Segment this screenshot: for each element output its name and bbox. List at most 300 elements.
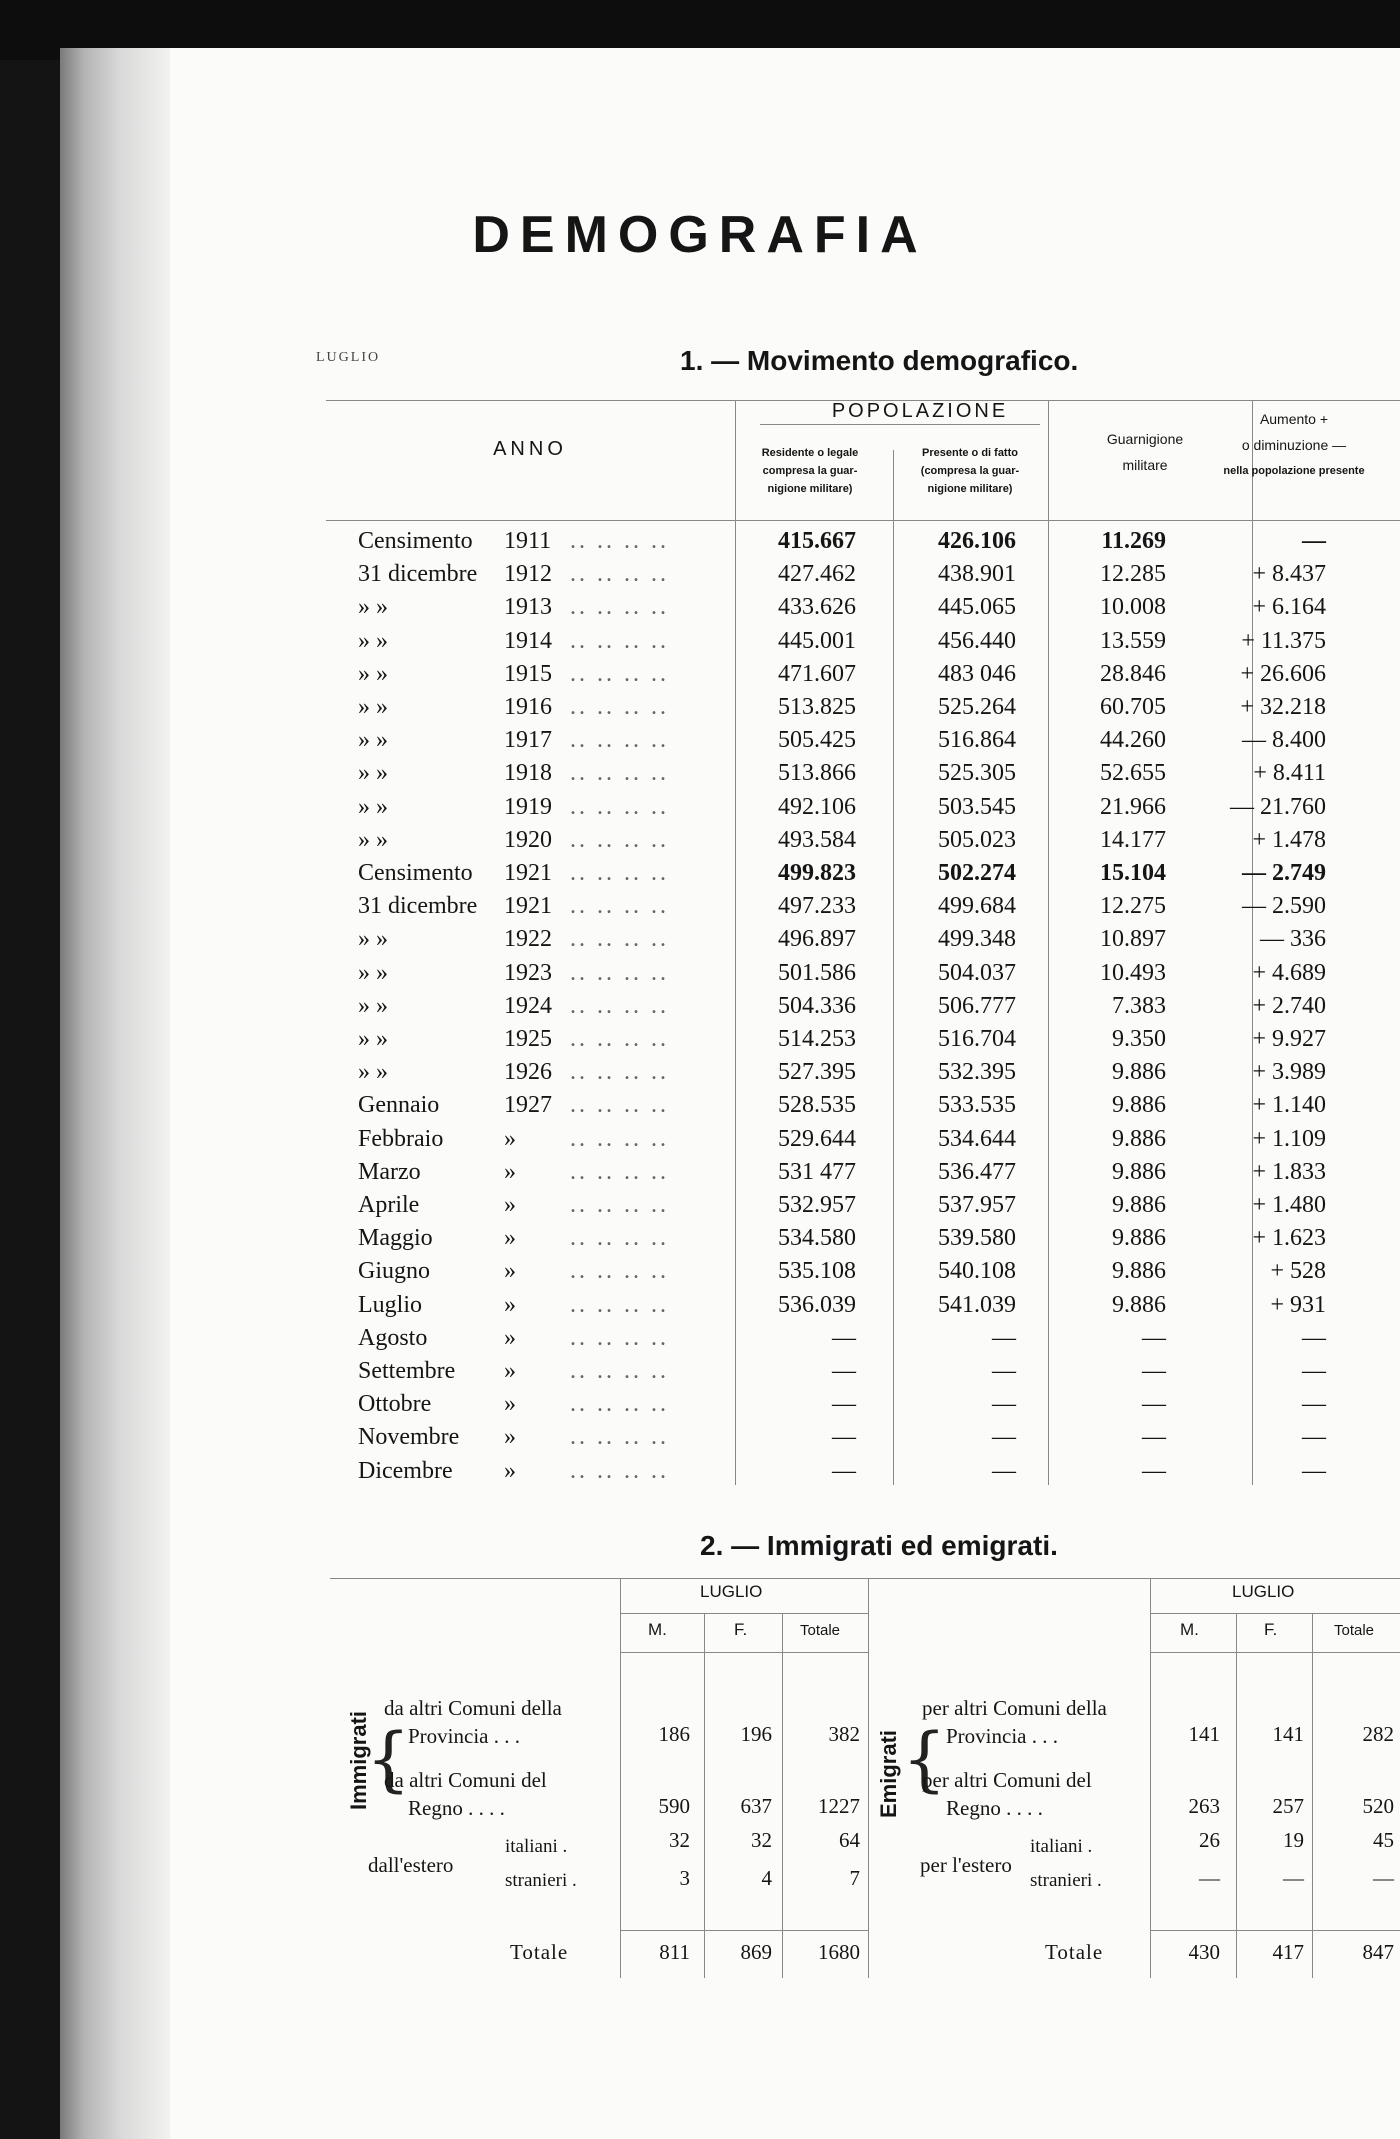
emi-estero-label: per l'estero: [920, 1853, 1012, 1877]
table-row: [0, 1092, 1400, 1124]
emi-month: LUGLIO: [1232, 1582, 1295, 1601]
row-leader-dots: .. .. .. ..: [570, 1324, 669, 1351]
row-guarnigione: 52.655: [1100, 760, 1166, 787]
row-presente: 534.644: [938, 1125, 1016, 1152]
page-title: DEMOGRAFIA: [472, 206, 928, 264]
row-year: »: [504, 1424, 516, 1451]
row-year: 1913: [504, 594, 552, 621]
emi-total-f: 417: [1272, 1940, 1304, 1964]
table-row: [0, 727, 1400, 759]
row-year: 1915: [504, 660, 552, 687]
imm-cell-t: 7: [849, 1866, 860, 1890]
row-year: 1920: [504, 826, 552, 853]
row-label: » »: [358, 727, 388, 754]
header-residente: [735, 444, 885, 498]
emi-col-totale: Totale: [1334, 1622, 1375, 1639]
table2-col-sep: [782, 1613, 783, 1978]
header-residente-line: compresa la guar-: [762, 465, 858, 477]
row-residente: 427.462: [778, 561, 856, 588]
row-label: » »: [358, 992, 388, 1019]
row-year: »: [504, 1258, 516, 1285]
row-guarnigione: 9.886: [1112, 1158, 1166, 1185]
row-guarnigione: 9.886: [1112, 1125, 1166, 1152]
row-year: »: [504, 1291, 516, 1318]
row-guarnigione: 9.886: [1112, 1258, 1166, 1285]
row-aumento: — 2.749: [1242, 860, 1326, 886]
row-leader-dots: .. .. .. ..: [570, 826, 669, 853]
row-leader-dots: .. .. .. ..: [570, 1291, 669, 1318]
table-row: [0, 661, 1400, 693]
row-guarnigione: —: [1142, 1324, 1166, 1351]
table-row: [0, 1358, 1400, 1390]
row-label: 31 dicembre: [358, 893, 478, 920]
table2-total-rule: [1150, 1930, 1400, 1931]
row-year: 1919: [504, 793, 552, 820]
row-presente: 506.777: [938, 992, 1016, 1019]
row-label: Novembre: [358, 1424, 460, 1451]
row-presente: 541.039: [938, 1291, 1016, 1318]
header-residente-line: nigione militare): [767, 483, 853, 495]
row-guarnigione: 28.846: [1100, 660, 1166, 687]
table-row: [0, 694, 1400, 726]
table2-month-rule: [1150, 1613, 1400, 1614]
table2-col-sep: [1312, 1613, 1313, 1978]
row-label: Agosto: [358, 1324, 428, 1351]
row-presente: 505.023: [938, 826, 1016, 853]
row-label: » »: [358, 660, 388, 687]
row-residente: 492.106: [778, 793, 856, 820]
row-aumento: — 8.400: [1242, 727, 1326, 754]
row-leader-dots: .. .. .. ..: [570, 1158, 669, 1185]
row-year: »: [504, 1457, 516, 1484]
row-presente: 525.264: [938, 694, 1016, 720]
row-label: » »: [358, 959, 388, 986]
emi-col-f: F.: [1264, 1620, 1278, 1639]
row-residente: 536.039: [778, 1291, 856, 1318]
row-year: 1926: [504, 1059, 552, 1086]
emi-col-m: M.: [1180, 1620, 1199, 1639]
row-residente: 528.535: [778, 1092, 856, 1119]
table-row: [0, 1126, 1400, 1158]
row-presente: 499.684: [938, 893, 1016, 920]
header-residente-line: Residente o legale: [761, 447, 859, 459]
row-year: 1918: [504, 760, 552, 787]
row-presente: 532.395: [938, 1059, 1016, 1086]
row-residente: 471.607: [778, 660, 856, 687]
row-year: 1923: [504, 959, 552, 986]
row-leader-dots: .. .. .. ..: [570, 793, 669, 820]
table-row: [0, 760, 1400, 792]
row-leader-dots: .. .. .. ..: [570, 727, 669, 754]
row-aumento: + 1.833: [1252, 1158, 1326, 1185]
row-aumento: —: [1302, 1391, 1326, 1418]
imm-row-label: da altri Comuni della: [384, 1696, 562, 1720]
row-label: Dicembre: [358, 1457, 453, 1484]
row-residente: 534.580: [778, 1225, 856, 1252]
table2-col-sep: [620, 1578, 621, 1978]
table-row: [0, 794, 1400, 826]
emi-cell-t: —: [1373, 1866, 1394, 1890]
row-guarnigione: 10.008: [1100, 594, 1166, 621]
row-presente: 503.545: [938, 793, 1016, 820]
row-aumento: —: [1302, 1324, 1326, 1351]
row-guarnigione: 15.104: [1100, 860, 1166, 886]
table2-col-rule: [620, 1652, 868, 1653]
row-label: » »: [358, 926, 388, 953]
table1-pop-rule: [760, 424, 1040, 425]
emi-total-m: 430: [1188, 1940, 1220, 1964]
row-year: 1917: [504, 727, 552, 754]
imm-cell-f: 32: [751, 1828, 772, 1852]
emi-row-label: per altri Comuni del: [922, 1768, 1092, 1792]
row-leader-dots: .. .. .. ..: [570, 694, 669, 720]
row-leader-dots: .. .. .. ..: [570, 1391, 669, 1418]
header-guarnigione-line: militare: [1122, 457, 1168, 473]
row-guarnigione: 10.493: [1100, 959, 1166, 986]
table2-col-sep: [1150, 1578, 1151, 1978]
row-residente: 514.253: [778, 1026, 856, 1052]
header-aumento: [1188, 406, 1400, 484]
imm-cell-t: 64: [839, 1828, 860, 1852]
header-aumento-line: Aumento +: [1259, 411, 1329, 427]
row-presente: —: [992, 1324, 1016, 1351]
table1-header-rule: [326, 520, 1400, 521]
emi-cell-t: 282: [1362, 1722, 1394, 1746]
row-aumento: + 8.411: [1253, 760, 1326, 787]
table-row: [0, 1292, 1400, 1324]
imm-row-label: da altri Comuni del: [384, 1768, 547, 1792]
imm-total-m: 811: [659, 1940, 690, 1964]
row-leader-dots: .. .. .. ..: [570, 1258, 669, 1285]
row-aumento: —: [1302, 1457, 1326, 1484]
row-aumento: + 1.140: [1252, 1092, 1326, 1119]
row-leader-dots: .. .. .. ..: [570, 594, 669, 621]
row-leader-dots: .. .. .. ..: [570, 1358, 669, 1384]
row-label: Ottobre: [358, 1391, 432, 1418]
row-label: » »: [358, 1059, 388, 1086]
row-residente: —: [832, 1391, 856, 1418]
imm-row-label: Regno . . . .: [408, 1796, 505, 1820]
row-leader-dots: .. .. .. ..: [570, 1092, 669, 1119]
row-guarnigione: 9.350: [1112, 1026, 1166, 1052]
row-guarnigione: 7.383: [1112, 992, 1166, 1019]
row-guarnigione: 12.285: [1100, 561, 1166, 588]
row-residente: 513.866: [778, 760, 856, 787]
table-row: [0, 594, 1400, 626]
row-aumento: + 4.689: [1252, 959, 1326, 986]
row-residente: 532.957: [778, 1192, 856, 1218]
emi-totale-label: Totale: [1045, 1940, 1104, 1964]
imm-cell-m: 590: [658, 1794, 690, 1818]
table-row: [0, 1325, 1400, 1357]
row-presente: 536.477: [938, 1158, 1016, 1185]
row-aumento: — 336: [1260, 926, 1326, 953]
row-residente: 529.644: [778, 1125, 856, 1152]
row-year: 1921: [504, 860, 552, 886]
emi-cell-t: 520: [1362, 1794, 1394, 1818]
table-row: [0, 1258, 1400, 1290]
row-residente: 527.395: [778, 1059, 856, 1086]
row-aumento: — 21.760: [1230, 793, 1326, 820]
row-guarnigione: 9.886: [1112, 1225, 1166, 1252]
row-residente: 433.626: [778, 594, 856, 621]
row-label: Censimento: [358, 860, 473, 886]
row-residente: 505.425: [778, 727, 856, 754]
row-presente: 502.274: [938, 860, 1016, 886]
row-aumento: + 2.740: [1252, 992, 1326, 1019]
row-label: » »: [358, 760, 388, 787]
row-leader-dots: .. .. .. ..: [570, 1192, 669, 1218]
emi-cell-m: 263: [1188, 1794, 1220, 1818]
table2-top-rule: [330, 1578, 1400, 1579]
row-residente: —: [832, 1358, 856, 1384]
header-aumento-line: nella popolazione presente: [1223, 465, 1365, 477]
row-label: » »: [358, 594, 388, 621]
imm-cell-f: 637: [740, 1794, 772, 1818]
row-residente: 531 477: [778, 1158, 856, 1185]
table-row: [0, 1458, 1400, 1490]
row-year: 1911: [504, 528, 552, 554]
row-aumento: + 11.375: [1241, 627, 1326, 654]
row-leader-dots: .. .. .. ..: [570, 926, 669, 953]
row-presente: 525.305: [938, 760, 1016, 787]
row-year: 1922: [504, 926, 552, 953]
row-year: 1925: [504, 1026, 552, 1052]
row-year: 1912: [504, 561, 552, 588]
table-row: [0, 1159, 1400, 1191]
header-aumento-line: o diminuzione —: [1241, 437, 1347, 453]
row-guarnigione: 14.177: [1100, 826, 1166, 853]
table-row: [0, 1225, 1400, 1257]
imm-cell-t: 1227: [818, 1794, 860, 1818]
row-residente: 496.897: [778, 926, 856, 953]
row-leader-dots: .. .. .. ..: [570, 660, 669, 687]
immigrati-brace: {: [366, 1718, 411, 1800]
emi-cell-f: 141: [1272, 1722, 1304, 1746]
row-leader-dots: .. .. .. ..: [570, 959, 669, 986]
row-guarnigione: —: [1142, 1358, 1166, 1384]
row-label: 31 dicembre: [358, 561, 478, 588]
row-year: 1916: [504, 694, 552, 720]
table-row: [0, 993, 1400, 1025]
row-aumento: + 9.927: [1252, 1026, 1326, 1052]
row-presente: —: [992, 1457, 1016, 1484]
row-aumento: — 2.590: [1242, 893, 1326, 920]
row-label: Settembre: [358, 1358, 456, 1384]
row-aumento: + 32.218: [1240, 694, 1326, 720]
row-residente: 499.823: [778, 860, 856, 886]
row-aumento: —: [1302, 1358, 1326, 1384]
row-residente: 497.233: [778, 893, 856, 920]
header-popolazione: POPOLAZIONE: [831, 400, 1009, 422]
row-aumento: + 1.623: [1252, 1225, 1326, 1252]
row-aumento: —: [1302, 1424, 1326, 1451]
row-guarnigione: 60.705: [1100, 694, 1166, 720]
imm-row-label: Provincia . . .: [408, 1724, 520, 1748]
row-presente: 516.864: [938, 727, 1016, 754]
month-tag: LUGLIO: [316, 350, 381, 365]
table2-col-rule: [1150, 1652, 1400, 1653]
row-leader-dots: .. .. .. ..: [570, 860, 669, 886]
table-row: [0, 960, 1400, 992]
row-label: Luglio: [358, 1291, 422, 1318]
row-presente: 438.901: [938, 561, 1016, 588]
emi-cell-f: 19: [1283, 1828, 1304, 1852]
row-presente: 504.037: [938, 959, 1016, 986]
row-presente: 499.348: [938, 926, 1016, 953]
row-leader-dots: .. .. .. ..: [570, 561, 669, 588]
header-guarnigione-line: Guarnigione: [1106, 431, 1184, 447]
table-row: [0, 827, 1400, 859]
row-leader-dots: .. .. .. ..: [570, 992, 669, 1019]
row-presente: —: [992, 1391, 1016, 1418]
row-year: »: [504, 1391, 516, 1418]
header-presente-line: (compresa la guar-: [920, 465, 1020, 477]
row-guarnigione: —: [1142, 1391, 1166, 1418]
row-presente: 539.580: [938, 1225, 1016, 1252]
row-aumento: + 6.164: [1252, 594, 1326, 621]
row-leader-dots: .. .. .. ..: [570, 1225, 669, 1252]
row-residente: 535.108: [778, 1258, 856, 1285]
row-aumento: + 1.109: [1252, 1125, 1326, 1152]
row-residente: 445.001: [778, 627, 856, 654]
row-presente: 483 046: [938, 660, 1016, 687]
row-aumento: + 26.606: [1240, 660, 1326, 687]
imm-totale-label: Totale: [510, 1940, 569, 1964]
table-row: [0, 893, 1400, 925]
emi-total-t: 847: [1362, 1940, 1394, 1964]
table2-month-rule: [620, 1613, 868, 1614]
immigrati-side-label: Immigrati: [346, 1710, 371, 1810]
row-label: Aprile: [358, 1192, 420, 1218]
row-residente: 493.584: [778, 826, 856, 853]
row-year: 1927: [504, 1092, 552, 1119]
emi-cell-m: —: [1199, 1866, 1220, 1890]
emi-cell-t: 45: [1373, 1828, 1394, 1852]
emigrati-side-label: Emigrati: [876, 1729, 901, 1818]
row-label: » »: [358, 1026, 388, 1052]
row-year: 1914: [504, 627, 552, 654]
table-row: [0, 1424, 1400, 1456]
row-year: »: [504, 1125, 516, 1152]
row-guarnigione: 9.886: [1112, 1059, 1166, 1086]
imm-col-totale: Totale: [800, 1622, 841, 1639]
imm-cell-t: 382: [828, 1722, 860, 1746]
row-guarnigione: 12.275: [1100, 893, 1166, 920]
row-leader-dots: .. .. .. ..: [570, 528, 669, 554]
row-presente: —: [992, 1358, 1016, 1384]
imm-month: LUGLIO: [700, 1582, 763, 1601]
table2-total-rule: [620, 1930, 868, 1931]
row-leader-dots: .. .. .. ..: [570, 1026, 669, 1052]
row-guarnigione: 21.966: [1100, 793, 1166, 820]
row-label: Gennaio: [358, 1092, 440, 1119]
row-label: Censimento: [358, 528, 473, 554]
row-guarnigione: 9.886: [1112, 1092, 1166, 1119]
row-residente: —: [832, 1457, 856, 1484]
row-aumento: + 1.480: [1252, 1192, 1326, 1218]
row-year: »: [504, 1358, 516, 1384]
row-presente: 533.535: [938, 1092, 1016, 1119]
imm-row-label: italiani .: [505, 1836, 568, 1857]
emi-cell-m: 26: [1199, 1828, 1220, 1852]
imm-cell-f: 4: [761, 1866, 772, 1890]
row-year: 1924: [504, 992, 552, 1019]
row-label: » »: [358, 826, 388, 853]
row-leader-dots: .. .. .. ..: [570, 760, 669, 787]
row-guarnigione: 10.897: [1100, 926, 1166, 953]
row-aumento: + 931: [1270, 1291, 1326, 1318]
table-row: [0, 528, 1400, 560]
row-leader-dots: .. .. .. ..: [570, 627, 669, 654]
emi-cell-f: —: [1283, 1866, 1304, 1890]
table-row: [0, 1059, 1400, 1091]
imm-col-f: F.: [734, 1620, 748, 1639]
imm-total-t: 1680: [818, 1940, 860, 1964]
row-year: »: [504, 1324, 516, 1351]
table-row: [0, 926, 1400, 958]
table-row: [0, 628, 1400, 660]
row-guarnigione: 13.559: [1100, 627, 1166, 654]
row-guarnigione: 44.260: [1100, 727, 1166, 754]
emi-row-label: stranieri .: [1030, 1870, 1102, 1891]
row-guarnigione: —: [1142, 1457, 1166, 1484]
row-residente: 415.667: [778, 528, 856, 554]
row-year: »: [504, 1158, 516, 1185]
table-row: [0, 1026, 1400, 1058]
row-leader-dots: .. .. .. ..: [570, 893, 669, 920]
table1-heading: 1. — Movimento demografico.: [680, 345, 1079, 376]
row-label: Marzo: [358, 1158, 421, 1185]
table-row: [0, 1391, 1400, 1423]
row-guarnigione: 9.886: [1112, 1291, 1166, 1318]
row-presente: 426.106: [938, 528, 1016, 554]
row-aumento: + 3.989: [1252, 1059, 1326, 1086]
table2-col-sep: [868, 1578, 869, 1978]
emi-cell-m: 141: [1188, 1722, 1220, 1746]
imm-cell-m: 3: [679, 1866, 690, 1890]
row-label: Febbraio: [358, 1125, 444, 1152]
row-guarnigione: 9.886: [1112, 1192, 1166, 1218]
row-presente: 456.440: [938, 627, 1016, 654]
emi-row-label: Provincia . . .: [946, 1724, 1058, 1748]
row-aumento: + 528: [1270, 1258, 1326, 1285]
imm-row-label: stranieri .: [505, 1870, 577, 1891]
row-residente: —: [832, 1324, 856, 1351]
header-anno: ANNO: [493, 438, 567, 460]
table-row: [0, 860, 1400, 892]
row-leader-dots: .. .. .. ..: [570, 1059, 669, 1086]
table-row: [0, 1192, 1400, 1224]
row-presente: 540.108: [938, 1258, 1016, 1285]
header-presente-line: nigione militare): [927, 483, 1013, 495]
imm-cell-f: 196: [740, 1722, 772, 1746]
imm-total-f: 869: [740, 1940, 772, 1964]
row-year: »: [504, 1192, 516, 1218]
row-presente: 445.065: [938, 594, 1016, 621]
emi-cell-f: 257: [1272, 1794, 1304, 1818]
row-presente: 516.704: [938, 1026, 1016, 1052]
row-year: 1921: [504, 893, 552, 920]
header-presente: [895, 444, 1045, 498]
table2-heading: 2. — Immigrati ed emigrati.: [700, 1530, 1058, 1561]
row-aumento: + 1.478: [1252, 826, 1326, 853]
row-residente: 513.825: [778, 694, 856, 720]
emi-row-label: italiani .: [1030, 1836, 1093, 1857]
emigrati-brace: {: [902, 1718, 947, 1800]
row-guarnigione: 11.269: [1101, 528, 1166, 554]
imm-cell-m: 32: [669, 1828, 690, 1852]
